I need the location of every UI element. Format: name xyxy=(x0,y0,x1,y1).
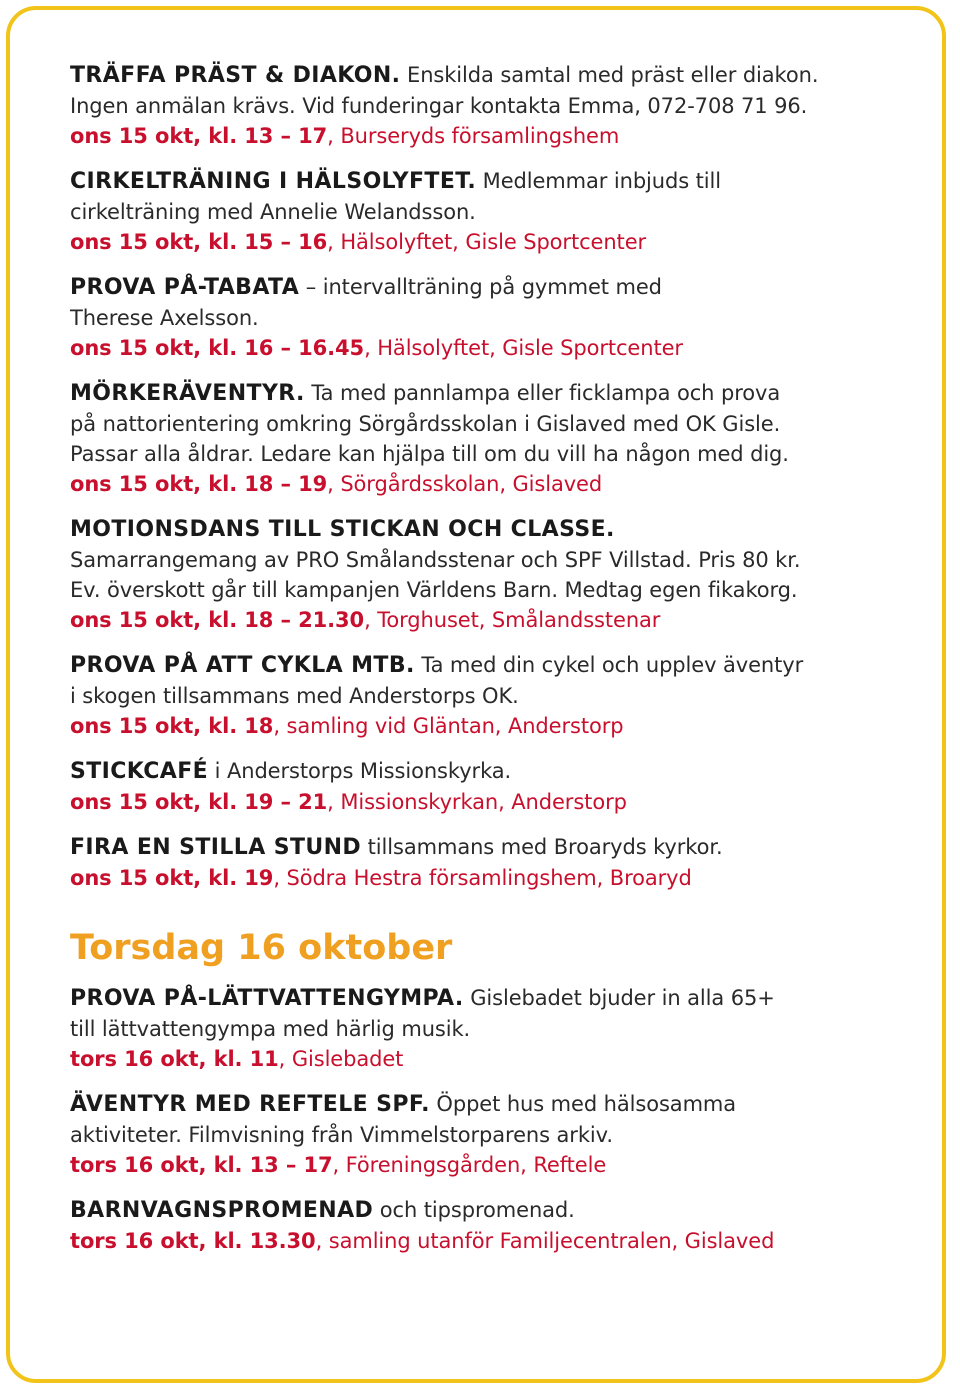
event-time: ons 15 okt, kl. 18 – 19 xyxy=(70,472,328,496)
event-time: ons 15 okt, kl. 18 xyxy=(70,714,274,738)
event-description: Medlemmar inbjuds till xyxy=(476,169,721,193)
event-item xyxy=(70,272,930,363)
day-heading: Torsdag 16 oktober xyxy=(70,928,453,968)
event-description: i skogen tillsammans med Anderstorps OK. xyxy=(70,684,519,708)
event-time: ons 15 okt, kl. 18 – 21.30 xyxy=(70,608,365,632)
event-item xyxy=(70,378,930,499)
event-description: Ta med din cykel och upplev äventyr xyxy=(414,653,804,677)
event-title: PROVA PÅ-TABATA xyxy=(70,275,300,300)
event-description: Gislebadet bjuder in alla 65+ xyxy=(463,986,775,1010)
event-title: ÄVENTYR MED REFTELE SPF. xyxy=(70,1092,430,1117)
event-title: BARNVAGNSPROMENAD xyxy=(70,1198,374,1223)
event-description: Samarrangemang av PRO Smålandsstenar och SPF Villstad. Pris 80 kr. xyxy=(70,548,801,572)
event-item xyxy=(70,1195,930,1256)
event-item xyxy=(70,1089,930,1180)
event-title: CIRKELTRÄNING I HÄLSOLYFTET. xyxy=(70,169,477,194)
event-location: , Hälsolyftet, Gisle Sportcenter xyxy=(364,336,683,360)
event-title: MÖRKERÄVENTYR. xyxy=(70,381,305,406)
event-location: , Missionskyrkan, Anderstorp xyxy=(327,790,627,814)
event-time: ons 15 okt, kl. 19 xyxy=(70,866,274,890)
event-location: , Burseryds församlingshem xyxy=(327,124,620,148)
event-location: , Torghuset, Smålandsstenar xyxy=(364,608,661,632)
event-location: , Sörgårdsskolan, Gislaved xyxy=(327,472,603,496)
event-description: och tipspromenad. xyxy=(373,1198,575,1222)
event-description: Enskilda samtal med präst eller diakon. xyxy=(400,63,819,87)
event-description: aktiviteter. Filmvisning från Vimmelstorparens arkiv. xyxy=(70,1123,613,1147)
event-description: Öppet hus med hälsosamma xyxy=(429,1092,737,1116)
event-time: ons 15 okt, kl. 16 – 16.45 xyxy=(70,336,365,360)
event-location: , Södra Hestra församlingshem, Broaryd xyxy=(273,866,692,890)
event-description: Passar alla åldrar. Ledare kan hjälpa till om du vill ha någon med dig. xyxy=(70,442,789,466)
event-description: – intervallträning på gymmet med xyxy=(299,275,662,299)
event-time: ons 15 okt, kl. 15 – 16 xyxy=(70,230,328,254)
event-location: , Föreningsgården, Reftele xyxy=(332,1153,607,1177)
event-time: tors 16 okt, kl. 13 – 17 xyxy=(70,1153,333,1177)
event-time: ons 15 okt, kl. 13 – 17 xyxy=(70,124,328,148)
event-description: tillsammans med Broaryds kyrkor. xyxy=(361,835,723,859)
event-description: Ingen anmälan krävs. Vid funderingar kontakta Emma, 072-708 71 96. xyxy=(70,94,808,118)
event-item xyxy=(70,650,930,741)
event-description: till lättvattengympa med härlig musik. xyxy=(70,1017,471,1041)
event-title: PROVA PÅ ATT CYKLA MTB. xyxy=(70,653,415,678)
event-description: Ta med pannlampa eller ficklampa och prova xyxy=(304,381,781,405)
event-description: Ev. överskott går till kampanjen Världens Barn. Medtag egen fikakorg. xyxy=(70,578,798,602)
event-location: , Gislebadet xyxy=(278,1047,404,1071)
event-time: tors 16 okt, kl. 13.30 xyxy=(70,1229,316,1253)
event-item xyxy=(70,832,930,893)
event-title: FIRA EN STILLA STUND xyxy=(70,835,362,860)
event-item xyxy=(70,514,930,635)
event-title: STICKCAFÉ xyxy=(70,759,209,784)
event-location: , samling vid Gläntan, Anderstorp xyxy=(273,714,624,738)
event-description: på nattorientering omkring Sörgårdsskolan i Gislaved med OK Gisle. xyxy=(70,412,781,436)
event-description: i Anderstorps Missionskyrka. xyxy=(208,759,512,783)
event-description: Therese Axelsson. xyxy=(70,306,259,330)
event-location: , Hälsolyftet, Gisle Sportcenter xyxy=(327,230,647,254)
event-item xyxy=(70,983,930,1074)
event-listing xyxy=(70,60,930,1271)
event-time: ons 15 okt, kl. 19 – 21 xyxy=(70,790,328,814)
event-title: MOTIONSDANS TILL STICKAN OCH CLASSE. xyxy=(70,517,615,542)
event-title: PROVA PÅ-LÄTTVATTENGYMPA. xyxy=(70,986,464,1011)
event-description: cirkelträning med Annelie Welandsson. xyxy=(70,200,476,224)
event-title: TRÄFFA PRÄST & DIAKON. xyxy=(70,63,401,88)
event-location: , samling utanför Familjecentralen, Gislaved xyxy=(315,1229,775,1253)
event-item xyxy=(70,166,930,257)
event-item xyxy=(70,756,930,817)
event-item xyxy=(70,60,930,151)
event-time: tors 16 okt, kl. 11 xyxy=(70,1047,279,1071)
